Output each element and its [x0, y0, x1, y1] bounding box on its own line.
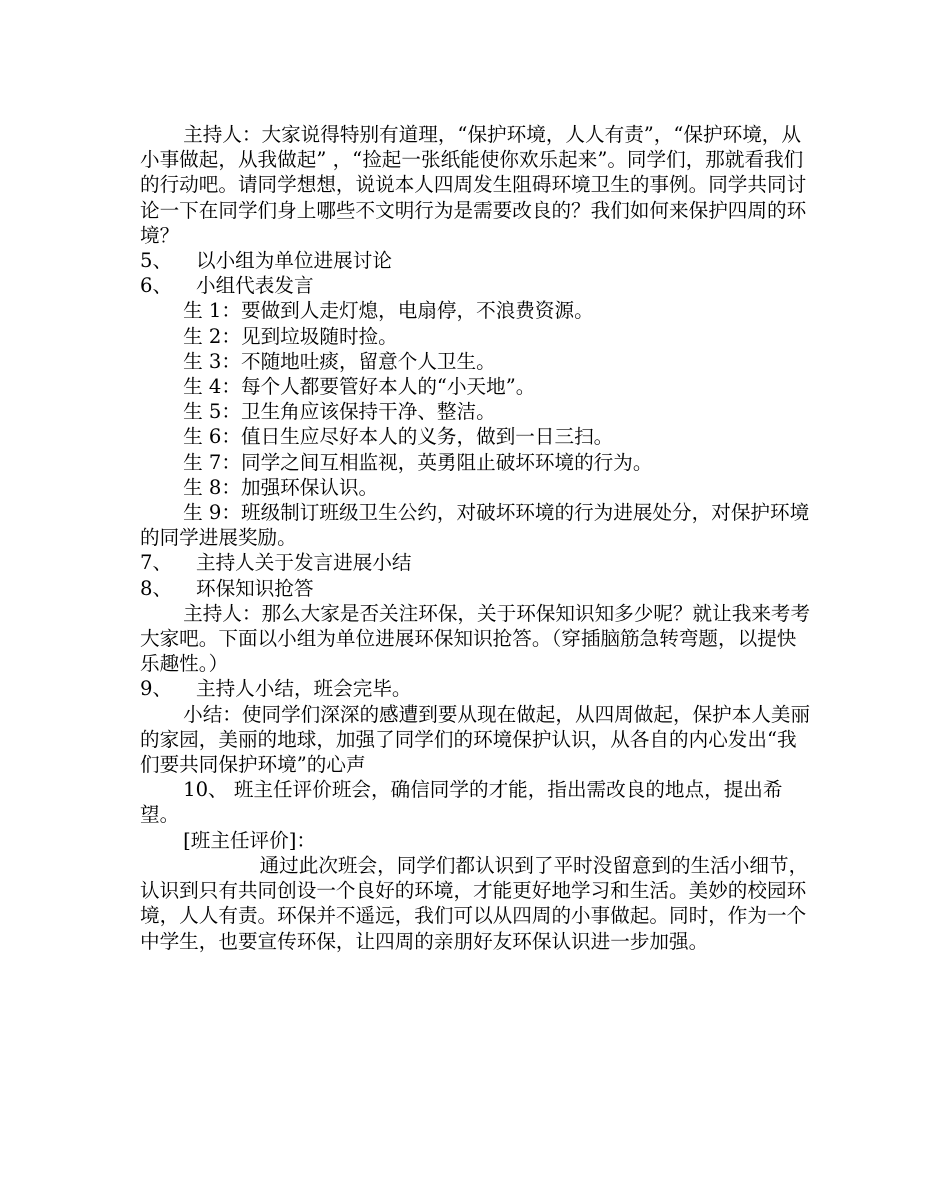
step-10-number: 10、	[183, 778, 228, 802]
student-7-statement: 生 7：同学之间互相监视，英勇阻止破坏环境的行为。	[183, 450, 653, 474]
summary-paragraph: 小结：使同学们深深的感遭到要从现在做起，从四周做起，保护本人美丽的家园，美丽的地球，加强了同学们的环境保护认识，从各自的内心发出“我们要共同保护环境”的心声	[140, 702, 811, 777]
teacher-evaluation-label: [班主任评价]：	[183, 828, 316, 852]
step-8-text: 环保知识抢答	[196, 576, 314, 600]
teacher-comment-paragraph: 通过此次班会，同学们都认识到了平时没留意到的生活小细节，认识到只有共同创设一个良好的环境，才能更好地学习和生活。美妙的校园环境，人人有责。环保并不遥远，我们可以从四周的小事做起。同时，作为一个中学生，也要宣传环保，让四周的亲朋好友环保认识进一步加强。	[140, 853, 809, 953]
student-9-statement: 生 9：班级制订班级卫生公约，对破坏环境的行为进展处分，对保护环境的同学进展奖励。	[140, 501, 810, 550]
step-6-text: 小组代表发言	[196, 274, 314, 298]
student-2-statement: 生 2：见到垃圾随时捡。	[183, 324, 398, 348]
quiz-paragraph: 主持人：那么大家是否关注环保，关于环保知识知多少呢？就让我来考考大家吧。下面以小组为单位进展环保知识抢答。（穿插脑筋急转弯题，以提快乐趣性。）	[140, 601, 811, 676]
student-1-statement: 生 1：要做到人走灯熄，电扇停，不浪费资源。	[183, 299, 594, 323]
step-10-text: 班主任评价班会，确信同学的才能，指出需改良的地点，提出希望。	[140, 778, 783, 827]
step-7	[140, 550, 815, 575]
student-8-statement: 生 8：加强环保认识。	[183, 475, 379, 499]
student-5-statement: 生 5：卫生角应该保持干净、整洁。	[183, 400, 496, 424]
student-3-statement: 生 3：不随地吐痰，留意个人卫生。	[183, 349, 496, 373]
host-intro-paragraph: 主持人：大家说得特别有道理，“保护环境，人人有责”，“保护环境，从小事做起，从我做起” ，“捡起一张纸能使你欢乐起来”。同学们，那就看我们的行动吧。请同学想想，说说本人四周发生阻碍环境卫生的事例。同学共同讨论一下在同学们身上哪些不文明行为是需要改良的？我们如何来保护四周的环境？	[140, 123, 807, 247]
student-6-statement: 生 6：值日生应尽好本人的义务，做到一日三扫。	[183, 425, 614, 449]
step-10-paragraph	[140, 777, 815, 827]
step-7-text: 主持人关于发言进展小结	[196, 551, 412, 575]
step-8-number: 8、	[140, 576, 173, 600]
document-body	[140, 122, 815, 954]
step-5-number: 5、	[140, 249, 173, 273]
step-9-number: 9、	[140, 677, 173, 701]
step-9-text: 主持人小结，班会完毕。	[196, 677, 412, 701]
step-6-number: 6、	[140, 274, 173, 298]
step-9	[140, 676, 815, 701]
step-5	[140, 248, 815, 273]
step-6	[140, 273, 815, 298]
step-8	[140, 576, 815, 601]
student-4-statement: 生 4：每个人都要管好本人的“小天地”。	[183, 375, 536, 399]
step-5-text: 以小组为单位进展讨论	[196, 249, 392, 273]
step-7-number: 7、	[140, 551, 173, 575]
